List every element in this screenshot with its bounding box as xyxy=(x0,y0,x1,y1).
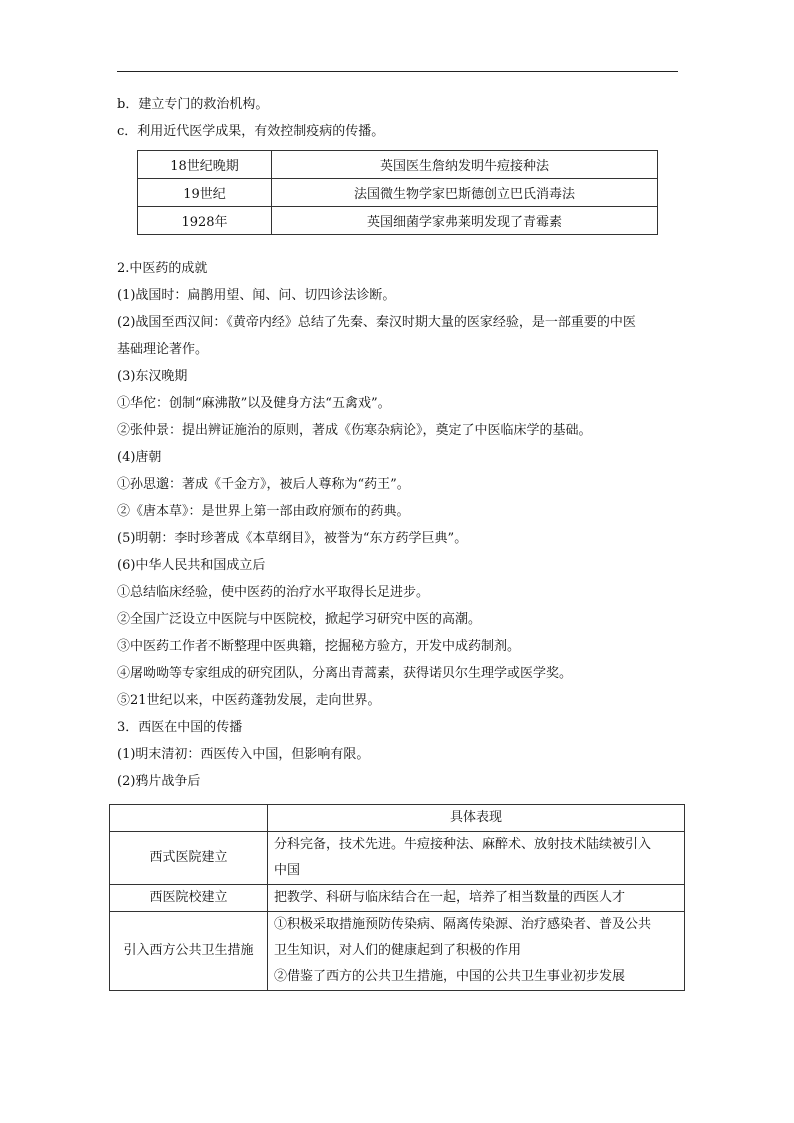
paragraph: (1)战国时：扁鹊用望、闻、问、切四诊法诊断。 xyxy=(117,288,396,303)
cell-line: ②借鉴了西方的公共卫生措施，中国的公共卫生事业初步发展 xyxy=(274,969,626,984)
paragraph: (3)东汉晚期 xyxy=(117,369,188,384)
paragraph: ②张仲景：提出辨证施治的原则，著成《伤寒杂病论》，奠定了中医临床学的基础。 xyxy=(117,423,592,438)
table-header-cell xyxy=(110,805,268,832)
table-cell: 西医院校建立 xyxy=(110,885,268,912)
paragraph: ①总结临床经验，使中医药的治疗水平取得长足进步。 xyxy=(117,585,430,600)
paragraph: 基础理论著作。 xyxy=(117,342,209,357)
paragraph: ①华佗：创制“麻沸散”以及健身方法“五禽戏”。 xyxy=(117,396,391,411)
paragraph: ①孙思邈：著成《千金方》，被后人尊称为“药王”。 xyxy=(117,477,410,492)
table-row xyxy=(138,179,658,207)
table-cell: 西式医院建立 xyxy=(110,832,268,885)
cell-line: 卫生知识，对人们的健康起到了积极的作用 xyxy=(274,943,522,958)
table-row xyxy=(138,207,658,235)
paragraph: (5)明朝：李时珍著成《本草纲目》，被誉为“东方药学巨典”。 xyxy=(117,531,468,546)
table-cell: 1928年 xyxy=(138,207,272,235)
cell-line: 分科完备，技术先进。牛痘接种法、麻醉术、放射技术陆续被引入 xyxy=(274,837,652,852)
text-line-c: c．利用近代医学成果，有效控制疫病的传播。 xyxy=(117,124,385,139)
western-medicine-table xyxy=(109,804,685,991)
paragraph: ③中医药工作者不断整理中医典籍，挖掘秘方验方，开发中成药制剂。 xyxy=(117,639,521,654)
paragraph: (6)中华人民共和国成立后 xyxy=(117,558,266,573)
table-cell: 18世纪晚期 xyxy=(138,151,272,179)
section-2-heading: 2.中医药的成就 xyxy=(117,261,208,276)
table-cell xyxy=(268,885,685,912)
header-rule xyxy=(117,71,678,72)
table-cell: 引入西方公共卫生措施 xyxy=(110,912,268,991)
paragraph: (2)战国至西汉间：《黄帝内经》总结了先秦、秦汉时期大量的医家经验，是一部重要的中医 xyxy=(117,315,636,330)
cell-line: ①积极采取措施预防传染病、隔离传染源、治疗感染者、普及公共 xyxy=(274,917,652,932)
table-header-row xyxy=(110,805,685,832)
cell-line: 把教学、科研与临床结合在一起，培养了相当数量的西医人才 xyxy=(274,890,626,905)
paragraph: ②全国广泛设立中医院与中医院校，掀起学习研究中医的高潮。 xyxy=(117,612,482,627)
table-cell: 英国细菌学家弗莱明发现了青霉素 xyxy=(272,207,658,235)
paragraph: (2)鸦片战争后 xyxy=(117,774,201,789)
table-row xyxy=(110,832,685,885)
table-cell xyxy=(268,832,685,885)
paragraph: ⑤21世纪以来，中医药蓬勃发展，走向世界。 xyxy=(117,693,381,708)
table-cell: 英国医生詹纳发明牛痘接种法 xyxy=(272,151,658,179)
section-3-heading: 3．西医在中国的传播 xyxy=(117,720,243,735)
table-cell: 法国微生物学家巴斯德创立巴氏消毒法 xyxy=(272,179,658,207)
paragraph: (1)明末清初：西医传入中国，但影响有限。 xyxy=(117,747,370,762)
table-cell: 19世纪 xyxy=(138,179,272,207)
cell-line: 中国 xyxy=(274,863,301,878)
paragraph: ④屠呦呦等专家组成的研究团队，分离出青蒿素，获得诺贝尔生理学或医学奖。 xyxy=(117,666,573,681)
table-row xyxy=(110,912,685,991)
text-line-b: b．建立专门的救治机构。 xyxy=(117,97,269,112)
vaccine-history-table xyxy=(137,150,658,235)
table-row xyxy=(138,151,658,179)
table-header-cell: 具体表现 xyxy=(268,805,685,832)
table-row xyxy=(110,885,685,912)
paragraph: (4)唐朝 xyxy=(117,450,162,465)
table-cell xyxy=(268,912,685,991)
paragraph: ②《唐本草》：是世界上第一部由政府颁布的药典。 xyxy=(117,504,410,519)
